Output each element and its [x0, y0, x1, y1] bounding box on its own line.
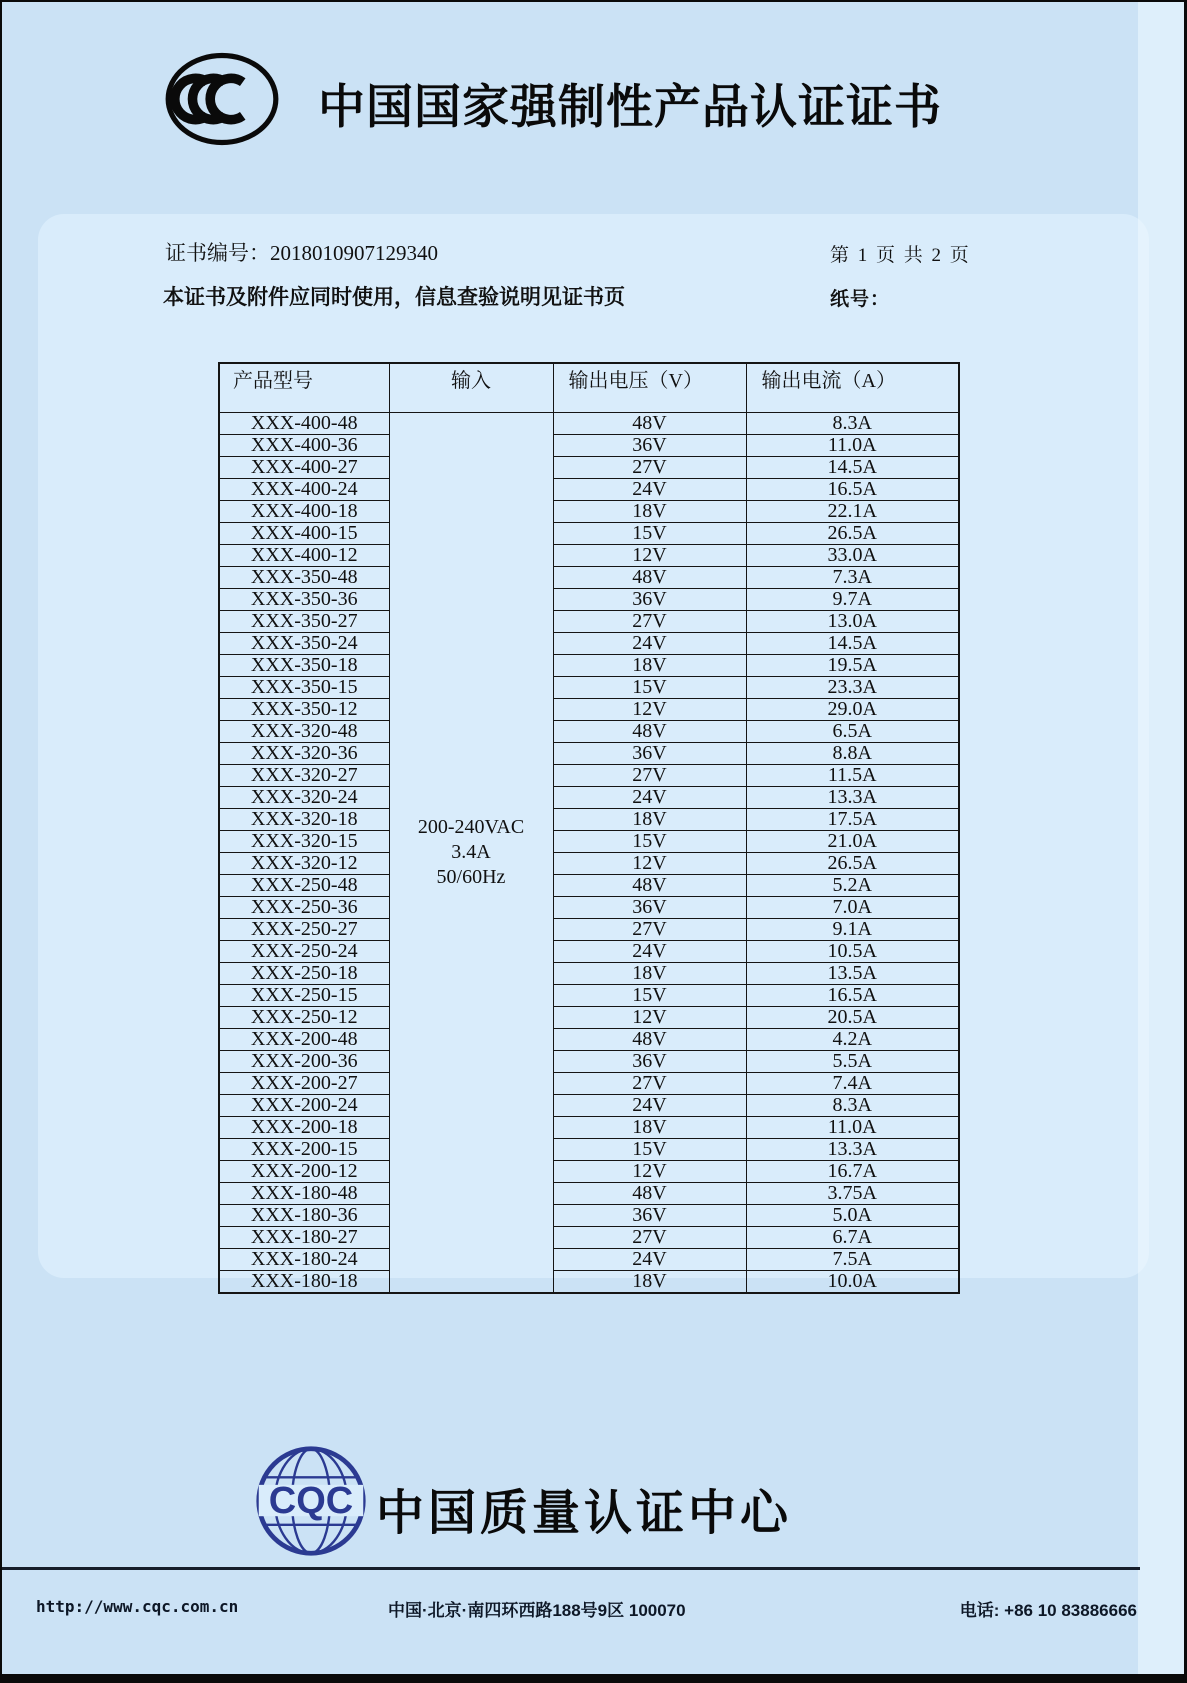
voltage-cell: 36V	[553, 434, 746, 456]
table-row	[219, 434, 959, 456]
model-cell: XXX-180-18	[219, 1270, 389, 1293]
voltage-cell: 15V	[553, 830, 746, 852]
model-cell: XXX-400-18	[219, 500, 389, 522]
model-cell: XXX-350-15	[219, 676, 389, 698]
model-cell: XXX-180-36	[219, 1204, 389, 1226]
cqc-org-name: 中国质量认证中心	[376, 1487, 793, 1540]
current-cell: 23.3A	[746, 676, 959, 698]
model-cell: XXX-400-24	[219, 478, 389, 500]
current-cell: 11.5A	[746, 764, 959, 786]
current-cell: 8.8A	[746, 742, 959, 764]
voltage-cell: 48V	[553, 720, 746, 742]
table-row	[219, 786, 959, 808]
model-cell: XXX-250-27	[219, 918, 389, 940]
voltage-cell: 12V	[553, 1006, 746, 1028]
table-row	[219, 1226, 959, 1248]
voltage-cell: 27V	[553, 918, 746, 940]
model-cell: XXX-350-24	[219, 632, 389, 654]
table-row	[219, 588, 959, 610]
current-cell: 5.2A	[746, 874, 959, 896]
table-row	[219, 1182, 959, 1204]
current-cell: 29.0A	[746, 698, 959, 720]
current-cell: 7.3A	[746, 566, 959, 588]
cqc-globe-icon	[254, 1444, 368, 1558]
voltage-cell: 18V	[553, 1116, 746, 1138]
voltage-cell: 24V	[553, 786, 746, 808]
voltage-cell: 48V	[553, 1182, 746, 1204]
table-row	[219, 566, 959, 588]
photo-frame-left	[0, 0, 2, 1683]
voltage-cell: 27V	[553, 456, 746, 478]
current-cell: 5.5A	[746, 1050, 959, 1072]
table-row	[219, 456, 959, 478]
table-row	[219, 874, 959, 896]
current-cell: 16.5A	[746, 478, 959, 500]
current-cell: 16.7A	[746, 1160, 959, 1182]
current-cell: 13.3A	[746, 1138, 959, 1160]
table-row	[219, 1094, 959, 1116]
current-cell: 7.0A	[746, 896, 959, 918]
model-cell: XXX-180-27	[219, 1226, 389, 1248]
current-cell: 26.5A	[746, 852, 959, 874]
ccc-mark-icon	[163, 50, 281, 148]
table-row	[219, 544, 959, 566]
current-cell: 26.5A	[746, 522, 959, 544]
model-cell: XXX-400-36	[219, 434, 389, 456]
voltage-cell: 48V	[553, 566, 746, 588]
model-cell: XXX-350-12	[219, 698, 389, 720]
table-row	[219, 1072, 959, 1094]
model-cell: XXX-320-36	[219, 742, 389, 764]
current-cell: 33.0A	[746, 544, 959, 566]
voltage-cell: 18V	[553, 500, 746, 522]
model-cell: XXX-200-24	[219, 1094, 389, 1116]
voltage-cell: 48V	[553, 1028, 746, 1050]
voltage-cell: 24V	[553, 478, 746, 500]
voltage-cell: 15V	[553, 522, 746, 544]
model-cell: XXX-320-15	[219, 830, 389, 852]
model-cell: XXX-320-24	[219, 786, 389, 808]
footer-phone: 电话: +86 10 83886666	[959, 1601, 1137, 1620]
current-cell: 14.5A	[746, 456, 959, 478]
table-row	[219, 808, 959, 830]
table-row	[219, 1270, 959, 1293]
current-cell: 13.5A	[746, 962, 959, 984]
table-row	[219, 830, 959, 852]
table-row	[219, 742, 959, 764]
current-cell: 5.0A	[746, 1204, 959, 1226]
current-cell: 8.3A	[746, 1094, 959, 1116]
paper-number-label: 纸号：	[830, 289, 891, 310]
certificate-number-line	[165, 237, 438, 267]
current-cell: 17.5A	[746, 808, 959, 830]
current-cell: 6.5A	[746, 720, 959, 742]
current-cell: 9.1A	[746, 918, 959, 940]
current-cell: 21.0A	[746, 830, 959, 852]
current-cell: 20.5A	[746, 1006, 959, 1028]
table-row	[219, 1116, 959, 1138]
scan-light-strip	[1138, 2, 1184, 1674]
model-cell: XXX-400-27	[219, 456, 389, 478]
table-row	[219, 1248, 959, 1270]
voltage-cell: 27V	[553, 610, 746, 632]
table-row	[219, 1204, 959, 1226]
model-cell: XXX-250-24	[219, 940, 389, 962]
model-cell: XXX-200-15	[219, 1138, 389, 1160]
output-ratings-table	[218, 362, 960, 1294]
voltage-cell: 36V	[553, 742, 746, 764]
model-cell: XXX-350-36	[219, 588, 389, 610]
current-cell: 11.0A	[746, 434, 959, 456]
voltage-cell: 12V	[553, 544, 746, 566]
voltage-cell: 15V	[553, 1138, 746, 1160]
voltage-cell: 27V	[553, 1226, 746, 1248]
voltage-cell: 48V	[553, 412, 746, 434]
voltage-cell: 48V	[553, 874, 746, 896]
header-product-model: 产品型号	[219, 363, 389, 412]
table-header-row	[219, 363, 959, 412]
voltage-cell: 36V	[553, 588, 746, 610]
model-cell: XXX-250-48	[219, 874, 389, 896]
table-row	[219, 1160, 959, 1182]
table-body	[219, 412, 959, 1293]
table-row	[219, 676, 959, 698]
certificate-number-value: 2018010907129340	[270, 241, 438, 265]
voltage-cell: 27V	[553, 1072, 746, 1094]
table-row	[219, 962, 959, 984]
model-cell: XXX-250-12	[219, 1006, 389, 1028]
photo-frame-top	[0, 0, 1187, 2]
table-row	[219, 500, 959, 522]
model-cell: XXX-250-15	[219, 984, 389, 1006]
table-row	[219, 632, 959, 654]
model-cell: XXX-200-36	[219, 1050, 389, 1072]
current-cell: 14.5A	[746, 632, 959, 654]
model-cell: XXX-400-48	[219, 412, 389, 434]
table-row	[219, 1050, 959, 1072]
photo-frame-bottom	[0, 1674, 1187, 1683]
header-output-current: 输出电流（A）	[746, 363, 959, 412]
current-cell: 6.7A	[746, 1226, 959, 1248]
footer-url: http://www.cqc.com.cn	[36, 1597, 239, 1616]
table-row	[219, 522, 959, 544]
current-cell: 7.5A	[746, 1248, 959, 1270]
certificate-number-label: 证书编号：	[165, 241, 270, 265]
current-cell: 4.2A	[746, 1028, 959, 1050]
table-row	[219, 412, 959, 434]
usage-note: 本证书及附件应同时使用，信息查验说明见证书页	[163, 286, 625, 309]
footer-divider	[0, 1567, 1140, 1570]
current-cell: 22.1A	[746, 500, 959, 522]
model-cell: XXX-400-15	[219, 522, 389, 544]
voltage-cell: 15V	[553, 676, 746, 698]
page-indicator: 第 1 页 共 2 页	[830, 245, 971, 266]
current-cell: 11.0A	[746, 1116, 959, 1138]
table-row	[219, 720, 959, 742]
model-cell: XXX-320-18	[219, 808, 389, 830]
voltage-cell: 24V	[553, 1094, 746, 1116]
table-row	[219, 940, 959, 962]
table-row	[219, 918, 959, 940]
current-cell: 13.3A	[746, 786, 959, 808]
current-cell: 3.75A	[746, 1182, 959, 1204]
table-row	[219, 478, 959, 500]
voltage-cell: 18V	[553, 1270, 746, 1293]
current-cell: 16.5A	[746, 984, 959, 1006]
voltage-cell: 36V	[553, 896, 746, 918]
voltage-cell: 12V	[553, 852, 746, 874]
table-row	[219, 896, 959, 918]
model-cell: XXX-350-27	[219, 610, 389, 632]
input-spec-cell: 200-240VAC 3.4A 50/60Hz	[389, 412, 553, 1293]
header-output-voltage: 输出电压（V）	[553, 363, 746, 412]
model-cell: XXX-200-27	[219, 1072, 389, 1094]
certificate-title: 中国国家强制性产品认证证书	[318, 80, 942, 133]
current-cell: 10.5A	[746, 940, 959, 962]
footer-address: 中国·北京·南四环西路188号9区 100070	[388, 1601, 686, 1620]
voltage-cell: 12V	[553, 1160, 746, 1182]
model-cell: XXX-320-27	[219, 764, 389, 786]
voltage-cell: 27V	[553, 764, 746, 786]
voltage-cell: 18V	[553, 962, 746, 984]
header-input: 输入	[389, 363, 553, 412]
model-cell: XXX-350-48	[219, 566, 389, 588]
table-row	[219, 764, 959, 786]
model-cell: XXX-200-18	[219, 1116, 389, 1138]
current-cell: 19.5A	[746, 654, 959, 676]
current-cell: 8.3A	[746, 412, 959, 434]
current-cell: 7.4A	[746, 1072, 959, 1094]
voltage-cell: 36V	[553, 1050, 746, 1072]
model-cell: XXX-320-48	[219, 720, 389, 742]
voltage-cell: 15V	[553, 984, 746, 1006]
table-row	[219, 1138, 959, 1160]
model-cell: XXX-250-36	[219, 896, 389, 918]
model-cell: XXX-180-24	[219, 1248, 389, 1270]
voltage-cell: 18V	[553, 654, 746, 676]
table-row	[219, 698, 959, 720]
table-row	[219, 610, 959, 632]
current-cell: 13.0A	[746, 610, 959, 632]
voltage-cell: 12V	[553, 698, 746, 720]
model-cell: XXX-320-12	[219, 852, 389, 874]
model-cell: XXX-250-18	[219, 962, 389, 984]
model-cell: XXX-350-18	[219, 654, 389, 676]
voltage-cell: 24V	[553, 1248, 746, 1270]
svg-text:CQC: CQC	[268, 1480, 354, 1522]
model-cell: XXX-200-12	[219, 1160, 389, 1182]
voltage-cell: 36V	[553, 1204, 746, 1226]
voltage-cell: 24V	[553, 940, 746, 962]
table-row	[219, 984, 959, 1006]
table-row	[219, 1006, 959, 1028]
current-cell: 9.7A	[746, 588, 959, 610]
current-cell: 10.0A	[746, 1270, 959, 1293]
model-cell: XXX-200-48	[219, 1028, 389, 1050]
model-cell: XXX-400-12	[219, 544, 389, 566]
voltage-cell: 18V	[553, 808, 746, 830]
model-cell: XXX-180-48	[219, 1182, 389, 1204]
table-row	[219, 852, 959, 874]
table-row	[219, 1028, 959, 1050]
table-row	[219, 654, 959, 676]
voltage-cell: 24V	[553, 632, 746, 654]
